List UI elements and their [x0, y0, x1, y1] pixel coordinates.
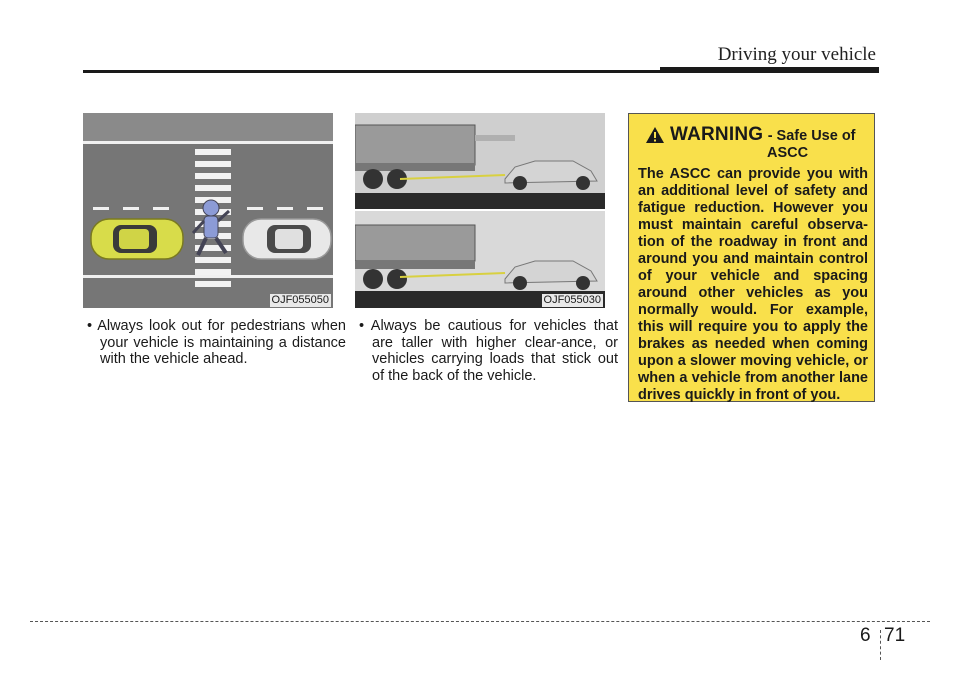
truck-illustration: [355, 113, 605, 308]
warning-body: The ASCC can provide you with an additional level of safety and fatigue reduction. However you must maintain careful observa-tion of the roadway in front and around you and maintain control of your vehicle and spacing around other vehicles as you normally would. For example, this will require you to apply the brakes as needed when coming upon a slower moving vehicle, or when a vehicle from another lane drives quickly in front of you.: [638, 166, 868, 403]
white-car-icon: [243, 219, 331, 259]
warning-triangle-icon: [645, 126, 665, 144]
yellow-car-icon: [91, 219, 183, 259]
figure-pedestrian-crosswalk: [83, 113, 333, 308]
footer-rule: [30, 621, 930, 622]
page-number: 71: [884, 625, 906, 646]
warning-subtitle: - Safe Use of: [767, 128, 856, 144]
figure-code: OJF055050: [271, 294, 329, 306]
footer-separator: [880, 630, 881, 660]
warning-box: [628, 113, 875, 402]
bullet-pedestrians: • Always look out for pedestrians when your vehicle is maintaining a distance with the vehicle ahead.: [87, 318, 346, 367]
warning-title: WARNING: [670, 124, 764, 145]
header-rule-accent: [660, 67, 879, 73]
figure-code: OJF055030: [543, 294, 601, 306]
figure-tall-truck: [355, 113, 605, 308]
crosswalk-illustration: [83, 113, 333, 308]
warning-subtitle-line2: ASCC: [767, 145, 809, 161]
header-title: Driving your vehicle: [717, 44, 876, 65]
bullet-tall-vehicles: • Always be cautious for vehicles that are taller with higher clear-ance, or vehicles carrying loads that stick out of the back of the vehicle.: [359, 318, 618, 384]
chapter-number: 6: [860, 625, 871, 646]
